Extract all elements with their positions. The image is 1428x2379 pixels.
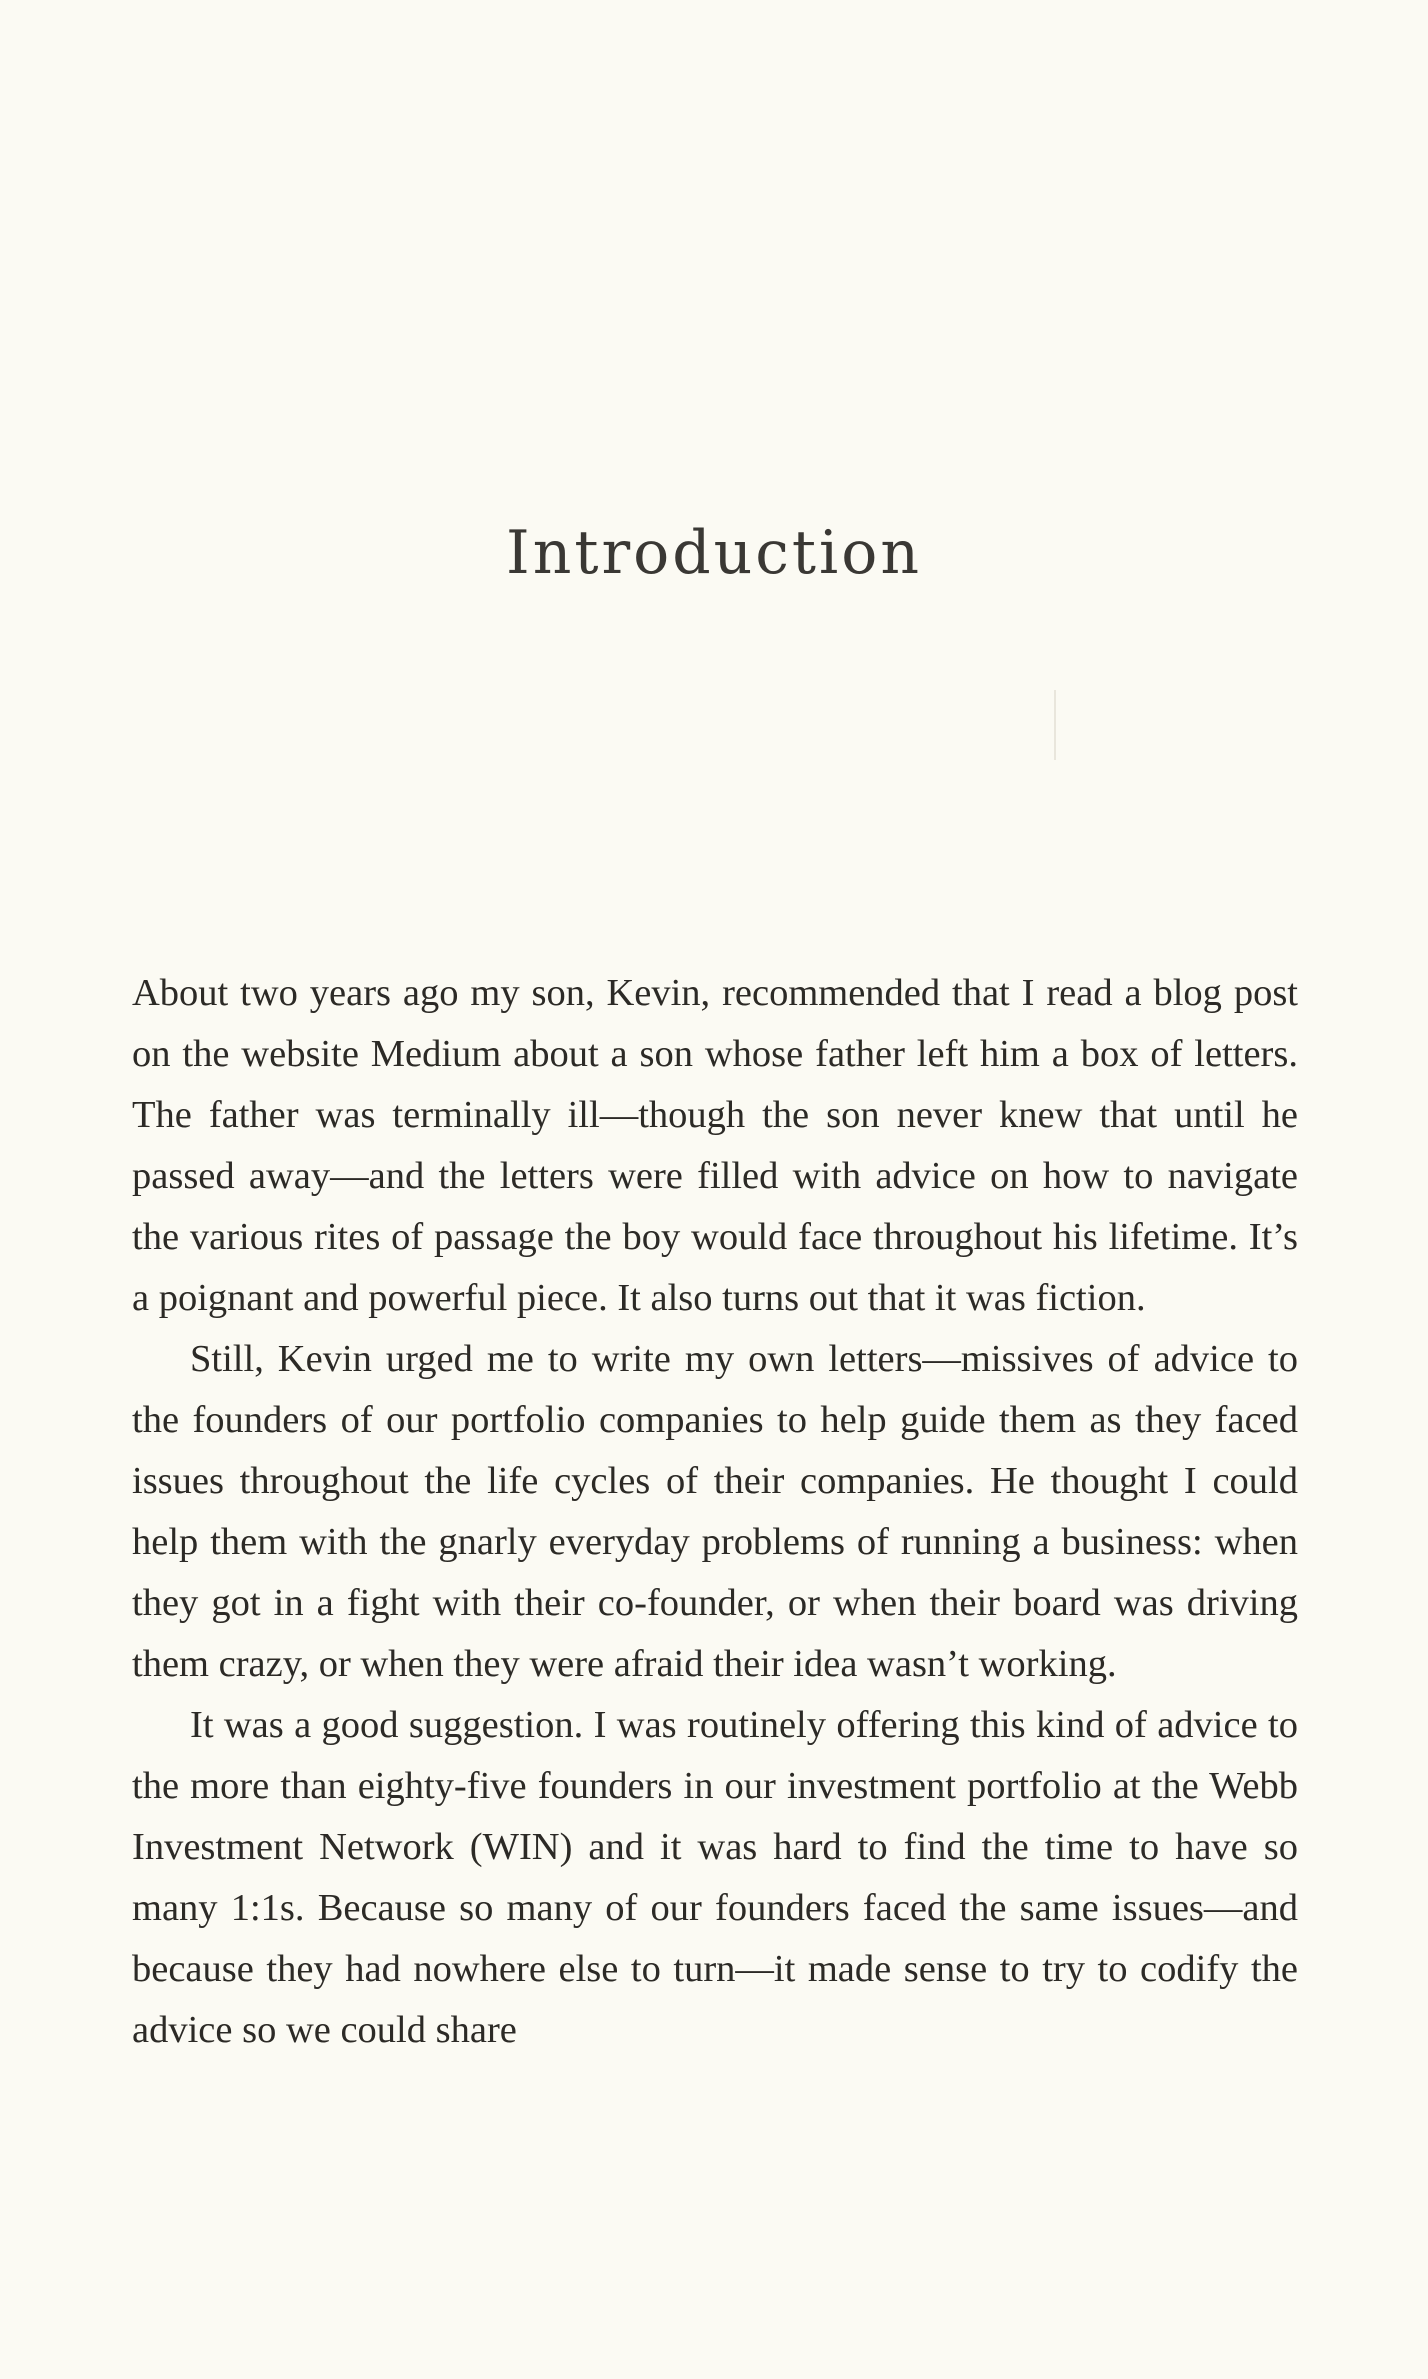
body-text xyxy=(132,963,1298,2061)
paragraph-2: Still, Kevin urged me to write my own letters—missives of advice to the founders of our portfolio companies to help guide them as they faced issues throughout the life cycles of their companies. He thought I could help them with the gnarly everyday problems of running a business: when they got in a fight with their co-founder, or when their board was driving them crazy, or when they were afraid their idea wasn’t working. xyxy=(132,1338,1298,1685)
page-crease xyxy=(1054,690,1056,760)
paragraph-1: About two years ago my son, Kevin, recommended that I read a blog post on the website Medium about a son whose father left him a box of letters. The father was terminally ill—though the son never knew that until he passed away—and the letters were filled with advice on how to navigate the various rites of passage the boy would face throughout his lifetime. It’s a poignant and powerful piece. It also turns out that it was fiction. xyxy=(132,972,1298,1319)
chapter-title: Introduction xyxy=(506,518,922,588)
paragraph-3: It was a good suggestion. I was routinely offering this kind of advice to the more than eighty-five founders in our investment portfolio at the Webb Investment Network (WIN) and it was hard to find the time to have so many 1:1s. Because so many of our founders faced the same issues—and because they had nowhere else to turn—it made sense to try to codify the advice so we could share xyxy=(132,1704,1298,2051)
